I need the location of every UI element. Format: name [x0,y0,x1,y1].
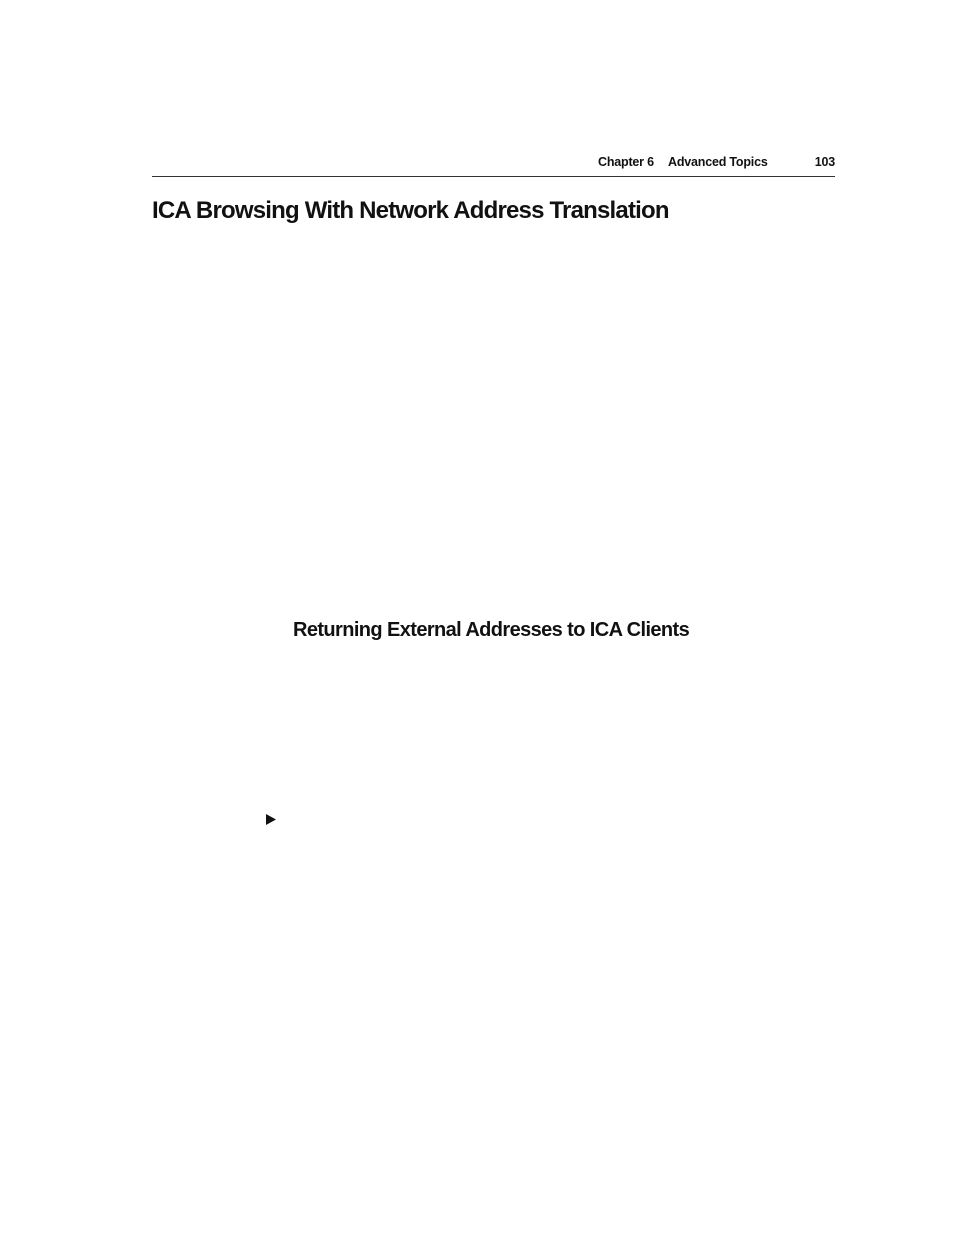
header-chapter: Chapter 6 [598,155,654,169]
subsection-title: Returning External Addresses to ICA Clients [293,619,690,641]
header-topic: Advanced Topics [668,155,768,169]
triangle-right-icon [266,814,276,825]
section-title: ICA Browsing With Network Address Translation [152,197,669,224]
page-number: 103 [814,155,835,169]
running-header [152,155,835,177]
